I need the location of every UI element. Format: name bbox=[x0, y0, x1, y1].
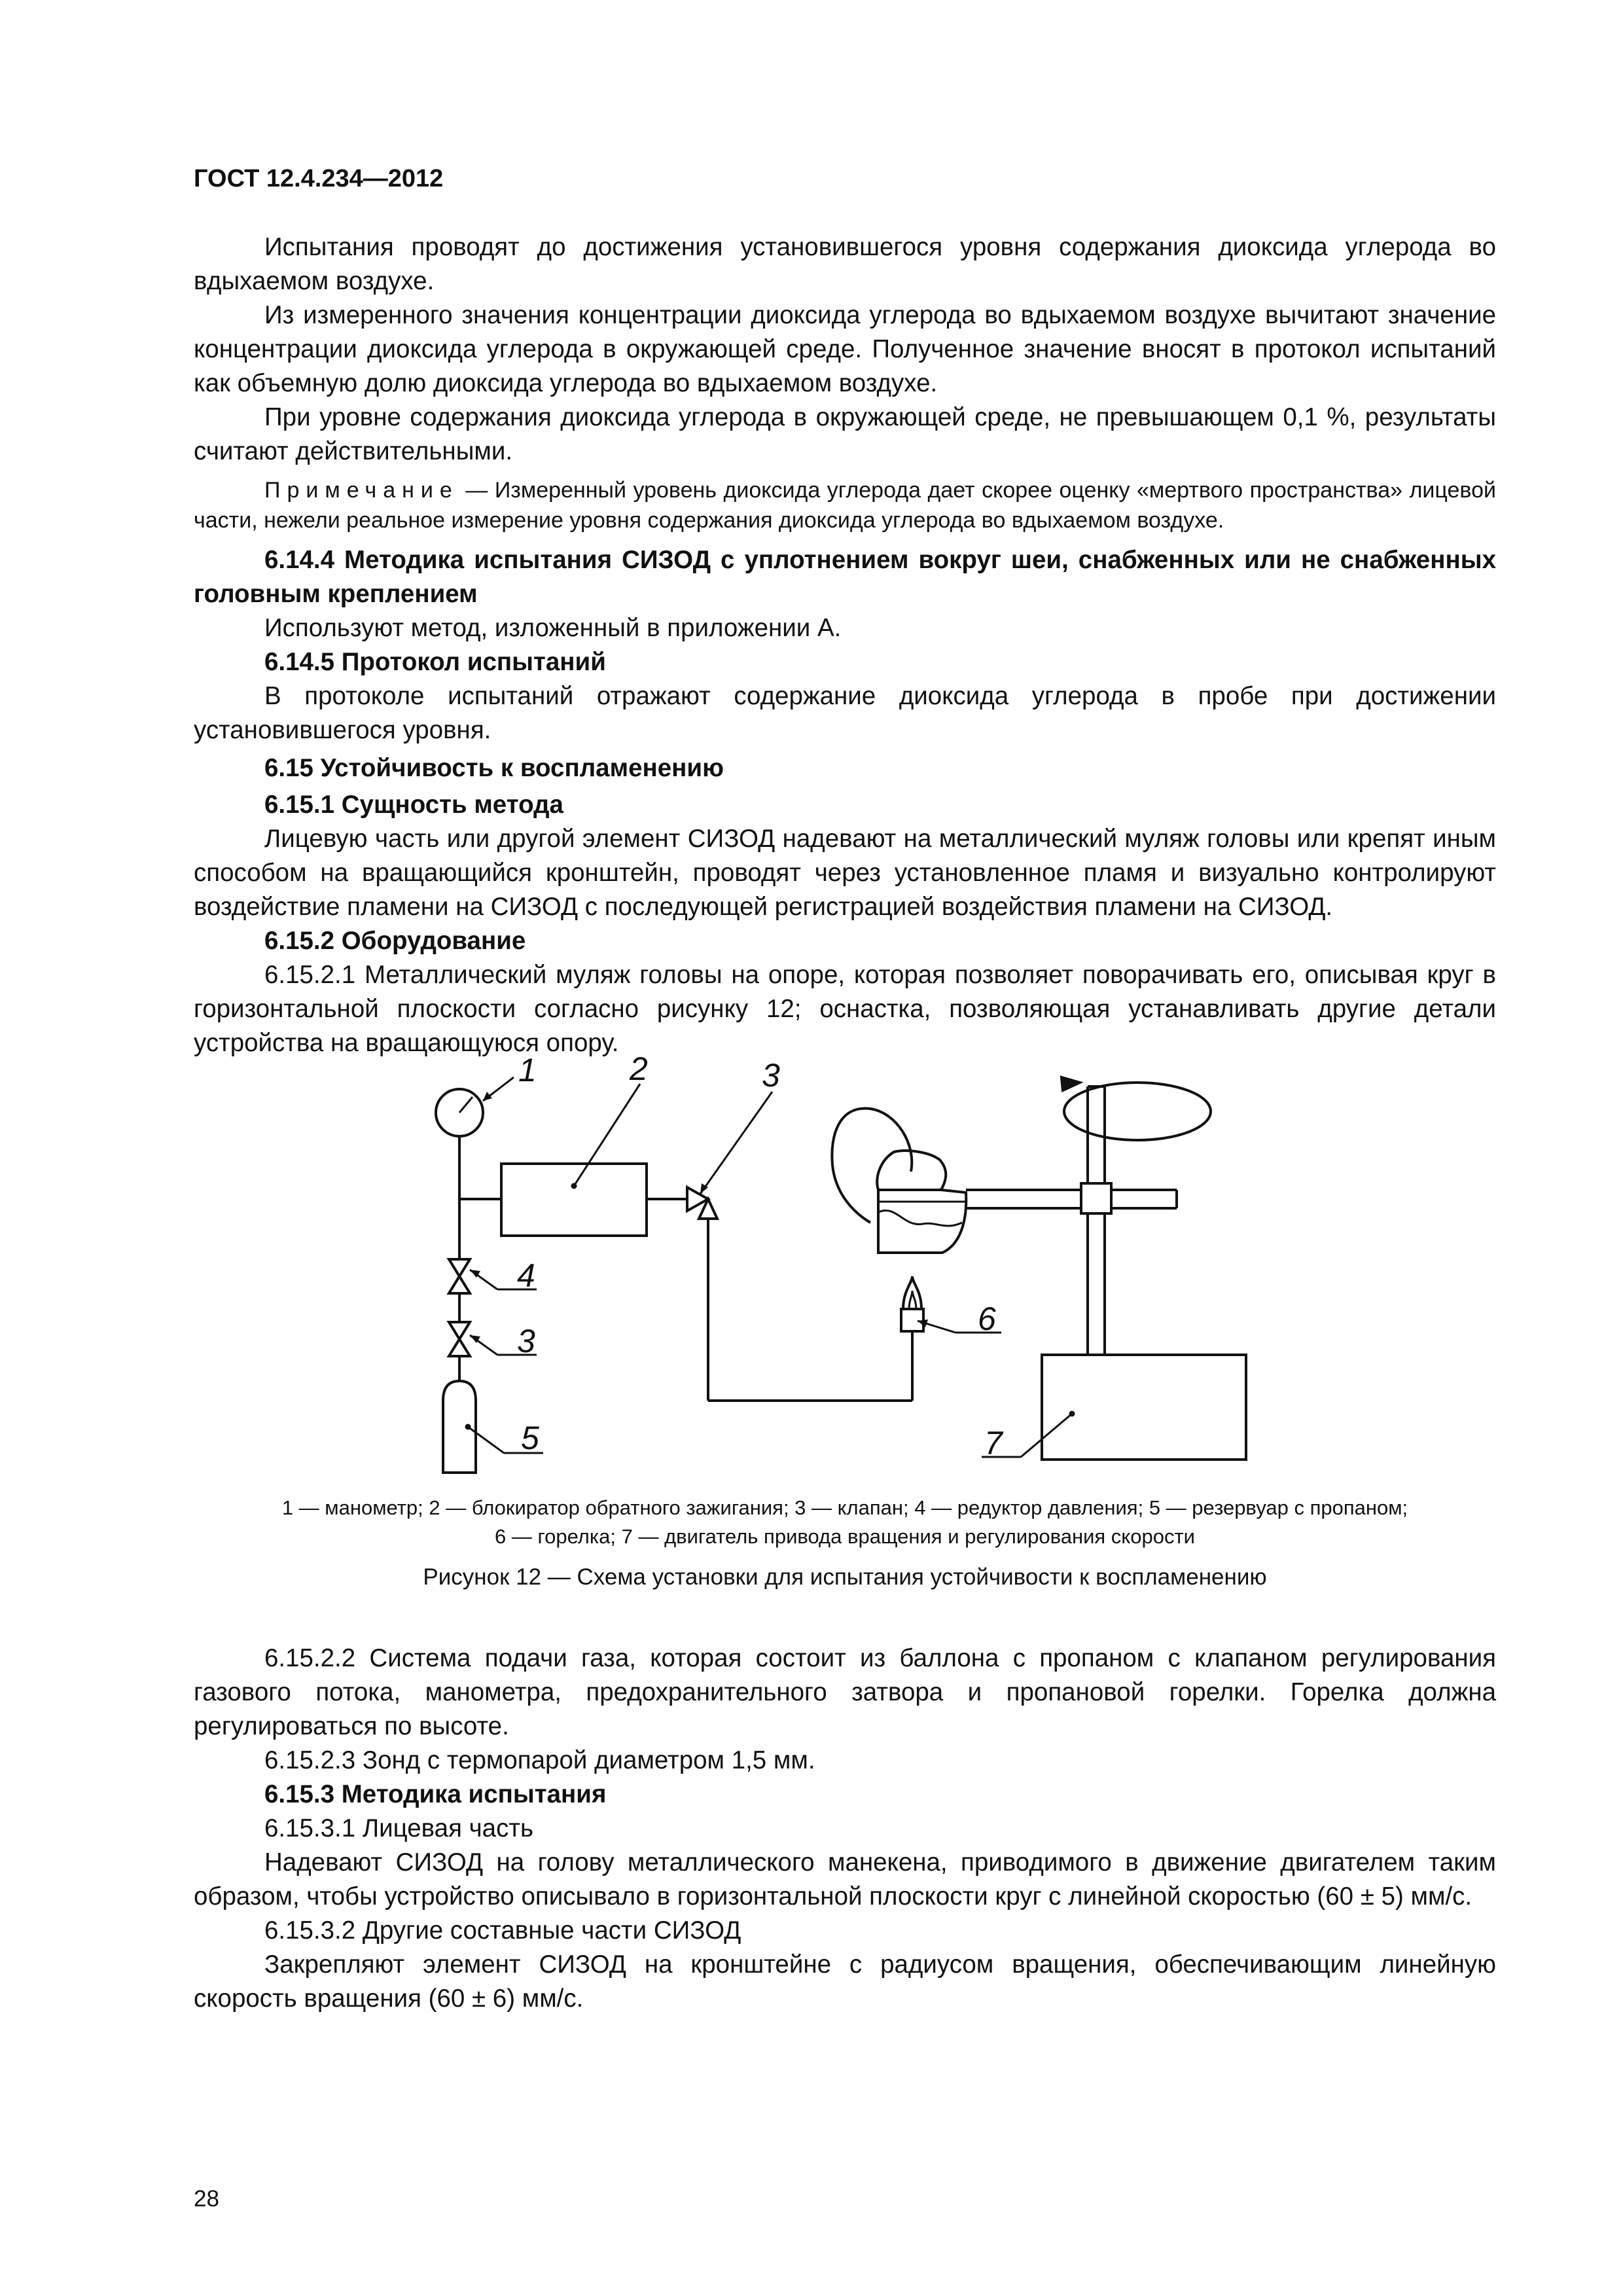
paragraph: В протоколе испытаний отражают содержание диоксида углерода в пробе при достижении установившегося уровня. bbox=[194, 682, 1496, 744]
section-heading: 6.15.2 Оборудование bbox=[264, 927, 526, 955]
paragraph: 6.15.2.2 Система подачи газа, которая состоит из баллона с пропаном с клапаном регулирования газового потока, манометра, предохранительного затвора и пропановой горелки. Горелка должна регулироваться по высоте. bbox=[194, 1644, 1496, 1740]
section-heading: 6.14.4 Методика испытания СИЗОД с уплотнением вокруг шеи, снабженных или не снабженных головным креплением bbox=[194, 546, 1496, 608]
figure-label: 5 bbox=[521, 1420, 539, 1456]
section-heading: 6.14.5 Протокол испытаний bbox=[264, 648, 606, 676]
figure-label: 2 bbox=[630, 1050, 648, 1087]
figure-legend bbox=[194, 1494, 1496, 1551]
section-heading: 6.15.3 Методика испытания bbox=[264, 1780, 607, 1808]
burner-icon bbox=[901, 1276, 923, 1331]
note-label: Примечание bbox=[264, 478, 459, 503]
paragraph: Используют метод, изложенный в приложении А. bbox=[264, 614, 842, 642]
valve-icon bbox=[449, 1322, 470, 1356]
section-heading: 6.15.1 Сущность метода bbox=[264, 791, 563, 819]
drive-motor-box bbox=[1042, 1355, 1246, 1460]
figure-label: 3 bbox=[762, 1057, 780, 1094]
figure-label: 4 bbox=[517, 1257, 535, 1294]
paragraph: Лицевую часть или другой элемент СИЗОД надевают на металлический муляж головы или крепят иным способом на вращающийся кронштейн, проводят через установленное пламя и визуально контролируют воздействие пламени на СИЗОД с последующей регистрацией воздействия пламени на СИЗОД. bbox=[194, 825, 1496, 921]
figure-caption: Рисунок 12 — Схема установки для испытания устойчивости к воспламенению bbox=[423, 1564, 1267, 1590]
page-number: 28 bbox=[194, 2186, 219, 2212]
rotation-direction-arrow bbox=[1064, 1083, 1211, 1140]
paragraph: 6.15.2.3 Зонд с термопарой диаметром 1,5 мм. bbox=[264, 1746, 815, 1774]
paragraph: 6.15.3.2 Другие составные части СИЗОД bbox=[264, 1916, 741, 1945]
note-text: — Измеренный уровень диоксида углерода дает скорее оценку «мертвого пространства» лицевой части, нежели реальное измерение уровня содержания диоксида углерода во вдыхаемом воздухе. bbox=[194, 478, 1496, 533]
pressure-reducer-icon bbox=[449, 1259, 470, 1293]
paragraph: Надевают СИЗОД на голову металлического манекена, приводимого в движение двигателем таким образом, чтобы устройство описывало в горизонтальной плоскости круг с линейной скоростью (60 ± 5) мм/с. bbox=[194, 1848, 1496, 1910]
paragraph: Из измеренного значения концентрации диоксида углерода во вдыхаемом воздухе вычитают значение концентрации диоксида углерода в окружающей среде. Полученное значение вносят в протокол испытаний как объемную долю диоксида углерода во вдыхаемом воздухе. bbox=[194, 301, 1496, 397]
paragraph: Испытания проводят до достижения установившегося уровня содержания диоксида углерода во вдыхаемом воздухе. bbox=[194, 233, 1496, 295]
paragraph: Закрепляют элемент СИЗОД на кронштейне с радиусом вращения, обеспечивающим линейную скорость вращения (60 ± 6) мм/с. bbox=[194, 1950, 1496, 2013]
legend-line: 6 — горелка; 7 — двигатель привода вращения и регулирования скорости bbox=[495, 1525, 1195, 1548]
paragraph: При уровне содержания диоксида углерода в окружающей среде, не превышающем 0,1 %, результаты считают действительными. bbox=[194, 403, 1496, 465]
figure-label: 3 bbox=[517, 1323, 535, 1359]
figure-label: 1 bbox=[518, 1052, 537, 1088]
flashback-arrester-box bbox=[501, 1164, 647, 1236]
figure-label: 7 bbox=[984, 1425, 1003, 1462]
legend-line: 1 — манометр; 2 — блокиратор обратного зажигания; 3 — клапан; 4 — редуктор давления; 5 — резервуар с пропаном; bbox=[281, 1496, 1408, 1519]
swivel-joint bbox=[1081, 1183, 1111, 1213]
paragraph: 6.15.3.1 Лицевая часть bbox=[264, 1814, 534, 1842]
document-header: ГОСТ 12.4.234—2012 bbox=[194, 165, 444, 192]
paragraph: 6.15.2.1 Металлический муляж головы на опоре, которая позволяет поворачивать его, описывая круг в горизонтальной плоскости согласно рисунку 12; оснастка, позволяющая устанавливать другие детали устройства на вращающуюся опору. bbox=[194, 961, 1496, 1057]
head-manikin-icon bbox=[832, 1108, 912, 1223]
section-6-15-2-2-block bbox=[194, 1641, 1496, 2016]
section-heading: 6.15 Устойчивость к воспламенению bbox=[264, 754, 724, 782]
figure-label: 6 bbox=[978, 1300, 996, 1337]
